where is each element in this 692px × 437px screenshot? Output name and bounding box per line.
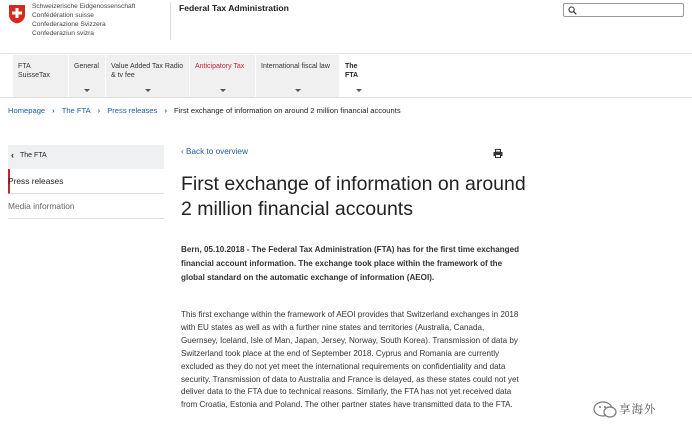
back-to-overview-link[interactable] xyxy=(181,147,248,156)
breadcrumb-link[interactable]: The FTA xyxy=(61,106,91,115)
breadcrumb-chevron-icon: › xyxy=(97,106,101,115)
confederation-line: Confederaziun svizra xyxy=(32,30,94,37)
print-icon[interactable] xyxy=(493,149,503,158)
tab-anticipatory-tax[interactable] xyxy=(190,55,256,97)
article-body: This first exchange within the framework of AEOI provides that Switzerland exchanges in 2018 with EU states as well as with a further nine states and territories (Australia, Canada, Guernsey, Iceland, Isle of Man, Japan, Jersey, Norway, South Korea). Transmission of data by Switzerland took place at the end of September 2018. Cyprus and Romania are currently excluded as they do not yet meet the international requirements on confidentiality and data security. Transmission of data to Australia and France is delayed, as these states could not yet deliver data to the FTA due to technical reasons. Similarly, the FTA has not yet received data from Croatia, Estonia and Poland. The other partner states have transmitted data to the FTA. xyxy=(181,310,519,410)
watermark-text: 享海外 xyxy=(619,404,657,416)
admin-title[interactable]: Federal Tax Administration xyxy=(179,3,289,13)
breadcrumb-current: First exchange of information on around 2 million financial accounts xyxy=(173,106,401,115)
chevron-down-icon xyxy=(145,89,151,92)
sidebar-item-media-information[interactable] xyxy=(8,194,164,219)
confederation-line: Confédération suisse xyxy=(32,12,94,19)
chevron-down-icon xyxy=(295,89,301,92)
tab-label: FTA SuisseTax xyxy=(18,63,50,79)
sidebar-item-label: Press releases xyxy=(8,176,64,186)
tab-label: General xyxy=(74,63,99,70)
site-header xyxy=(0,0,692,54)
chevron-down-icon xyxy=(84,89,90,92)
confederation-names xyxy=(32,2,135,38)
sidebar xyxy=(8,145,164,219)
tab-the-fta[interactable] xyxy=(340,55,378,97)
sidebar-back-label: The FTA xyxy=(20,152,47,159)
sidebar-item-label: Media information xyxy=(8,201,75,211)
search-input[interactable] xyxy=(563,3,684,17)
chevron-left-icon: ‹ xyxy=(181,147,187,156)
breadcrumb-chevron-icon: › xyxy=(52,106,55,115)
swiss-crest-icon[interactable] xyxy=(8,4,26,24)
nav-divider xyxy=(0,97,692,98)
confederation-line: Schweizerische Eidgenossenschaft xyxy=(32,3,136,10)
tab-label: International fiscal law xyxy=(261,63,330,70)
header-divider xyxy=(170,2,171,40)
tab-general[interactable] xyxy=(69,55,106,97)
tab-label: Anticipatory Tax xyxy=(195,63,245,70)
breadcrumb-link[interactable]: Homepage xyxy=(8,106,46,115)
breadcrumb xyxy=(8,106,401,115)
chevron-left-icon: ‹ xyxy=(11,150,14,160)
sidebar-item-press-releases[interactable] xyxy=(8,169,164,194)
tab-label: Value Added Tax Radio & tv fee xyxy=(111,63,184,79)
chevron-down-icon xyxy=(220,89,226,92)
back-to-overview-label: Back to overview xyxy=(186,147,248,156)
confederation-line: Confederazione Svizzera xyxy=(32,21,106,28)
breadcrumb-link[interactable]: Press releases xyxy=(107,106,158,115)
sidebar-back-link[interactable] xyxy=(8,145,164,169)
tab-fta-suissetax[interactable] xyxy=(13,55,69,97)
chevron-down-icon xyxy=(356,89,362,92)
tab-international-fiscal-law[interactable] xyxy=(256,55,340,97)
search-icon[interactable] xyxy=(568,6,577,15)
breadcrumb-chevron-icon: › xyxy=(164,106,167,115)
article-lead: Bern, 05.10.2018 - The Federal Tax Administration (FTA) has for the first time exchanged financial account information. The exchange took place within the framework of the global standard on the automatic exchange of information (AEOI). xyxy=(181,245,520,282)
tab-value-added-tax[interactable] xyxy=(106,55,190,97)
page-title: First exchange of information on around 2 million financial accounts xyxy=(181,173,526,220)
tab-label: The FTA xyxy=(345,63,359,79)
